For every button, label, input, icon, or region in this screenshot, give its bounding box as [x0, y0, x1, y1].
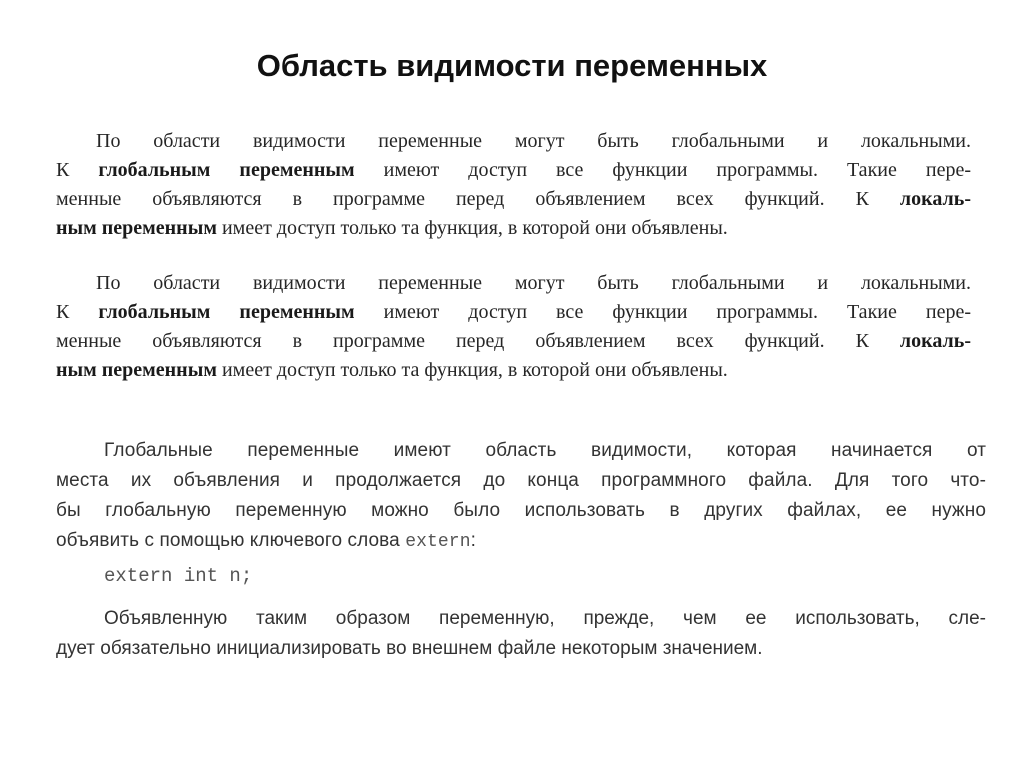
text-line: [56, 604, 986, 634]
text-segment: имеют доступ все функции программы. Такие пере-: [354, 301, 971, 323]
text-segment: объявить с помощью ключевого слова: [56, 530, 406, 551]
text-segment: имеют доступ все функции программы. Такие пере-: [354, 159, 971, 181]
text-line: [56, 327, 971, 356]
text-segment: имеет доступ только та функция, в которой они объявлены.: [216, 217, 728, 239]
bold-term-global-variables: глобальным переменным: [98, 159, 355, 181]
text-segment: К: [56, 159, 99, 181]
text-segment: По области видимости переменные могут быть глобальными и локальными.: [96, 272, 971, 294]
text-segment: По области видимости переменные могут быть глобальными и локальными.: [96, 130, 971, 152]
page-title: Область видимости переменных: [256, 48, 768, 83]
paragraph-initialization: [56, 604, 986, 664]
bold-term-global-variables: глобальным переменным: [98, 301, 355, 323]
bold-term-local-variables: ным переменным: [56, 359, 217, 381]
text-segment: места их объявления и продолжается до конца программного файла. Для того что-: [56, 470, 986, 491]
text-segment: менные объявляются в программе перед объявлением всех функций. К: [56, 188, 900, 210]
text-line: [56, 269, 971, 298]
text-segment: К: [56, 301, 99, 323]
text-segment: имеет доступ только та функция, в которой они объявлены.: [216, 359, 728, 381]
text-line: [56, 298, 971, 327]
code-example: extern int n;: [104, 565, 253, 587]
text-line: [56, 185, 971, 214]
paragraph-scope-2: [56, 269, 971, 385]
text-segment: бы глобальную переменную можно было использовать в других файлах, ее нужно: [56, 500, 986, 521]
text-line: [56, 156, 971, 185]
text-line: [56, 214, 971, 243]
paragraph-scope-1: [56, 127, 971, 243]
bold-term-local-variables: ным переменным: [56, 217, 217, 239]
paragraph-global-scope: [56, 436, 986, 557]
bold-term-local-variables: локаль-: [899, 330, 971, 352]
text-line: [56, 634, 986, 664]
text-segment: менные объявляются в программе перед объявлением всех функций. К: [56, 330, 900, 352]
text-segment: Объявленную таким образом переменную, прежде, чем ее использовать, сле-: [104, 608, 986, 629]
text-line: [56, 356, 971, 385]
text-line: [56, 436, 986, 466]
text-segment: дует обязательно инициализировать во внешнем файле некоторым значением.: [56, 638, 763, 659]
text-segment: :: [470, 530, 477, 551]
text-segment: Глобальные переменные имеют область видимости, которая начинается от: [104, 440, 986, 461]
text-line: [56, 526, 986, 557]
text-line: [56, 466, 986, 496]
keyword-extern: extern: [405, 532, 471, 552]
text-line: [56, 127, 971, 156]
bold-term-local-variables: локаль-: [899, 188, 971, 210]
text-line: [56, 496, 986, 526]
